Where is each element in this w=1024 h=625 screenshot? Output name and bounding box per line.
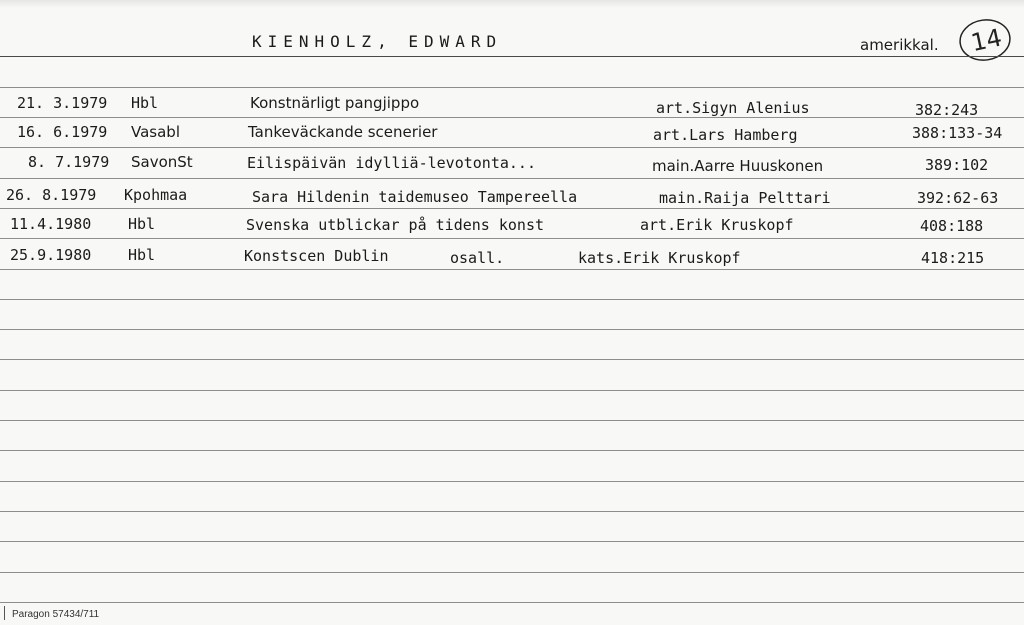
entry-author: kats.Erik Kruskopf [578,249,741,267]
entry-ref: 389:102 [925,156,989,174]
card-top-edge [0,0,1024,8]
entry-date: 25.9.1980 [10,246,92,264]
ruled-line [0,269,1024,270]
entry-source: Hbl [128,215,156,233]
entry-ref: 418:215 [921,249,985,267]
ruled-line [0,117,1024,118]
entry-source: Hbl [128,246,156,264]
ruled-line [0,238,1024,239]
entry-ref: 408:188 [920,217,984,235]
ruled-line [0,359,1024,360]
ruled-line [0,511,1024,512]
ruled-line [0,208,1024,209]
entry-title: Sara Hildenin taidemuseo Tampereella [252,188,578,206]
entry-source: Vasabl [131,123,180,141]
entry-date: 26. 8.1979 [6,186,97,204]
header-rule [0,56,1024,57]
ruled-line [0,390,1024,391]
card-heading-name: KIENHOLZ, EDWARD [252,32,503,51]
entry-title: Svenska utblickar på tidens konst [246,216,545,234]
entry-author: art.Lars Hamberg [653,126,798,144]
ruled-line [0,420,1024,421]
entry-source: Hbl [131,94,159,112]
entry-author: art.Sigyn Alenius [656,99,810,117]
ruled-line [0,178,1024,179]
entry-title: Tankeväckande scenerier [248,123,438,141]
ruled-line [0,481,1024,482]
ruled-line [0,572,1024,573]
entry-date: 16. 6.1979 [17,123,108,141]
ruled-line [0,450,1024,451]
card-category: amerikkal. [860,36,939,54]
entry-title: Eilispäivän idylliä-levotonta... [247,154,536,172]
entry-author: art.Erik Kruskopf [640,216,794,234]
entry-source: Kpohmaa [124,186,188,204]
entry-ref: 388:133-34 [912,124,1003,142]
svg-text:14: 14 [968,23,1005,58]
entry-ref: 392:62-63 [917,189,999,207]
entry-title: Konstnärligt pangjippo [250,94,420,112]
entry-source: SavonSt [131,153,193,171]
ruled-line [0,541,1024,542]
entry-author: main.Aarre Huuskonen [652,157,824,175]
ruled-line [0,87,1024,88]
margin-mark [4,606,5,620]
entry-date: 21. 3.1979 [17,94,108,112]
printer-imprint: Paragon 57434/711 [12,609,100,620]
ruled-line [0,602,1024,603]
ruled-line [0,299,1024,300]
entry-author: main.Raija Pelttari [659,189,831,207]
entry-title: Konstscen Dublin [244,247,389,265]
entry-ref: 382:243 [915,101,979,119]
entry-date: 8. 7.1979 [28,153,110,171]
entry-date: 11.4.1980 [10,215,92,233]
ruled-line [0,147,1024,148]
ruled-line [0,329,1024,330]
entry-note: osall. [450,249,505,267]
